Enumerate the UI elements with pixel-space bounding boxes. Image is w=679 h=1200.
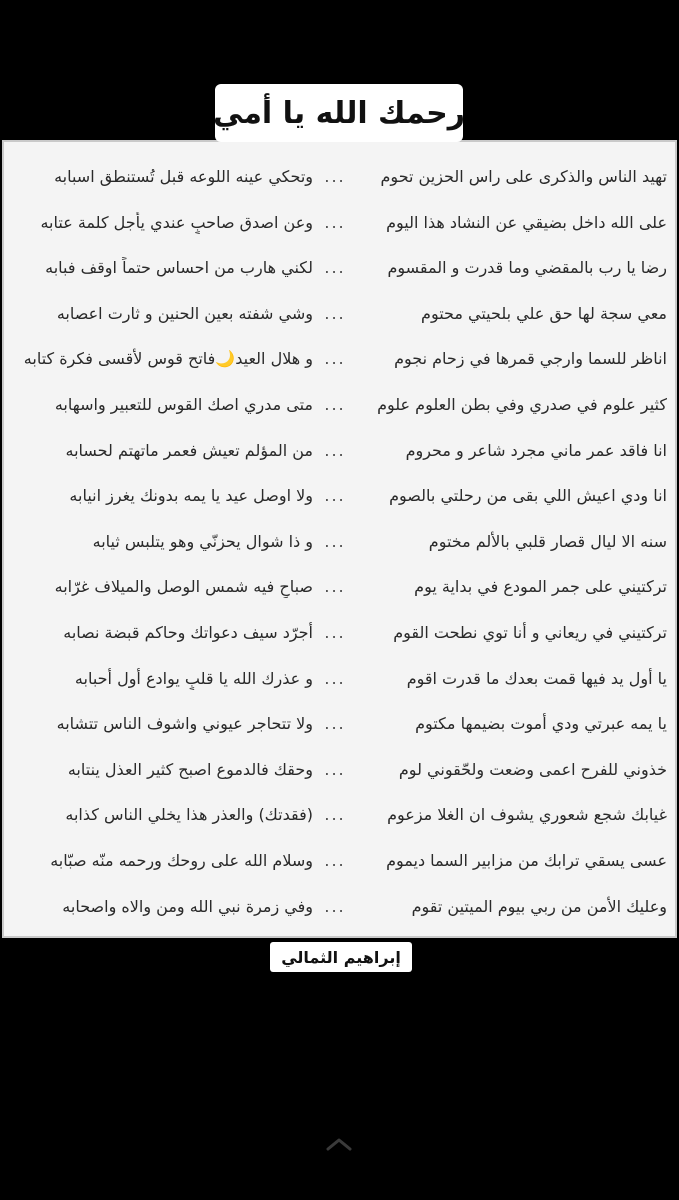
verse-second-hemistich: و هلال العيد🌙فاتح قوس لأقسى فكرة كتابه	[23, 349, 313, 369]
verse-row	[4, 382, 675, 428]
verse-second-hemistich: صباحٍ فيه شمس الوصل والميلاف غرّابه	[54, 577, 313, 597]
verse-second-hemistich: ولا اوصل عيد يا يمه بدونك يغرز انيابه	[69, 486, 313, 506]
verse-row	[4, 792, 675, 838]
author-name: إبراهيم الثمالي	[281, 947, 401, 967]
verse-second-hemistich: و عذرك الله يا قلبٍ يوادع أول أحبابه	[74, 668, 313, 688]
verse-second-hemistich: لكني هارب من احساس حتماً اوقف فبابه	[45, 258, 313, 278]
verse-first-hemistich: معي سجة لها حق علي بلحيتي محتوم	[421, 303, 667, 323]
poem-title: رحمك الله يا أمي	[213, 95, 465, 131]
verse-second-hemistich: من المؤلم تعيش فعمر ماتهتم لحسابه	[65, 440, 313, 460]
verse-second-hemistich: (فقدتك) والعذر هذا يخلي الناس كذابه	[65, 805, 313, 825]
verse-list	[4, 154, 675, 929]
verse-row	[4, 656, 675, 702]
verse-second-hemistich: وسلام الله على روحك ورحمه منّه صبّابه	[50, 850, 313, 870]
verse-first-hemistich: انا فاقد عمر ماني مجرد شاعر و محروم	[405, 440, 667, 460]
verse-second-hemistich: وشي شفته بعين الحنين و ثارت اعصابه	[56, 303, 313, 323]
verse-row	[4, 154, 675, 200]
verse-second-hemistich: ولا تتحاجر عيوني واشوف الناس تتشابه	[56, 714, 313, 734]
verse-row	[4, 473, 675, 519]
verse-second-hemistich: أجرّد سيف دعواتك وحاكم قبضة نصابه	[63, 622, 313, 642]
verse-separator: ...	[324, 668, 346, 688]
verse-separator: ...	[324, 805, 346, 825]
chevron-up-icon[interactable]	[324, 1136, 354, 1152]
verse-row	[4, 428, 675, 474]
verse-separator: ...	[324, 486, 346, 506]
verse-first-hemistich: يا أول يد فيها قمت بعدك ما قدرت اقوم	[406, 668, 667, 688]
author-box	[270, 942, 412, 972]
verse-separator: ...	[324, 896, 346, 916]
verse-first-hemistich: تركتيني في ريعاني و أنا توي نطحت القوم	[393, 622, 667, 642]
verse-separator: ...	[324, 440, 346, 460]
verse-separator: ...	[324, 759, 346, 779]
verse-separator: ...	[324, 303, 346, 323]
verse-second-hemistich: وحقك فالدموع اصبح كثير العذل ينتابه	[67, 759, 313, 779]
verse-separator: ...	[324, 349, 346, 369]
verse-row	[4, 610, 675, 656]
verse-separator: ...	[324, 577, 346, 597]
verse-separator: ...	[324, 714, 346, 734]
verse-separator: ...	[324, 531, 346, 551]
verse-second-hemistich: وفي زمرة نبي الله ومن والاه واصحابه	[62, 896, 313, 916]
verse-second-hemistich: متى مدري اصك القوس للتعبير واسهابه	[54, 394, 313, 414]
verse-separator: ...	[324, 850, 346, 870]
verse-row	[4, 291, 675, 337]
verse-first-hemistich: رضا يا رب بالمقضي وما قدرت و المقسوم	[387, 258, 667, 278]
verse-first-hemistich: عسى يسقي ترابك من مزابير السما ديموم	[386, 850, 667, 870]
poem-title-box	[215, 84, 463, 142]
verse-separator: ...	[324, 394, 346, 414]
verse-row	[4, 747, 675, 793]
verse-first-hemistich: على الله داخل بضيقي عن النشاد هذا اليوم	[386, 212, 667, 232]
verse-separator: ...	[324, 167, 346, 186]
verse-first-hemistich: سنه الا ليال قصار قلبي بالألم مختوم	[428, 531, 667, 551]
verse-separator: ...	[324, 212, 346, 232]
verse-second-hemistich: وعن اصدق صاحبٍ عندي يأجل كلمة عتابه	[40, 212, 313, 232]
poem-panel	[2, 140, 677, 938]
verse-separator: ...	[324, 622, 346, 642]
verse-first-hemistich: تهيد الناس والذكرى على راس الحزين تحوم	[380, 167, 667, 186]
verse-first-hemistich: كثير علوم في صدري وفي بطن العلوم علوم	[377, 394, 667, 414]
verse-first-hemistich: غيابك شجع شعوري يشوف ان الغلا مزعوم	[387, 805, 667, 825]
verse-row	[4, 564, 675, 610]
verse-row	[4, 519, 675, 565]
verse-first-hemistich: وعليك الأمن من ربي بيوم الميتين تقوم	[411, 896, 667, 916]
verse-second-hemistich: و ذا شوال يحزنّي وهو يتلبس ثيابه	[92, 531, 313, 551]
verse-first-hemistich: خذوني للفرح اعمى وضعت ولحّقوني لوم	[398, 759, 667, 779]
verse-row	[4, 245, 675, 291]
verse-first-hemistich: اناظر للسما وارجي قمرها في زحام نجوم	[394, 349, 667, 369]
verse-row	[4, 336, 675, 382]
verse-row	[4, 200, 675, 246]
verse-row	[4, 701, 675, 747]
verse-first-hemistich: انا ودي اعيش اللي بقى من رحلتي بالصوم	[389, 486, 667, 506]
verse-first-hemistich: يا يمه عبرتي ودي أموت بضيمها مكتوم	[415, 714, 667, 734]
verse-row	[4, 838, 675, 884]
verse-second-hemistich: وتحكي عينه اللوعه قبل تُستنطق اسبابه	[54, 167, 313, 186]
verse-separator: ...	[324, 258, 346, 278]
verse-first-hemistich: تركتيني على جمر المودع في بداية يوم	[414, 577, 667, 597]
verse-row	[4, 884, 675, 930]
